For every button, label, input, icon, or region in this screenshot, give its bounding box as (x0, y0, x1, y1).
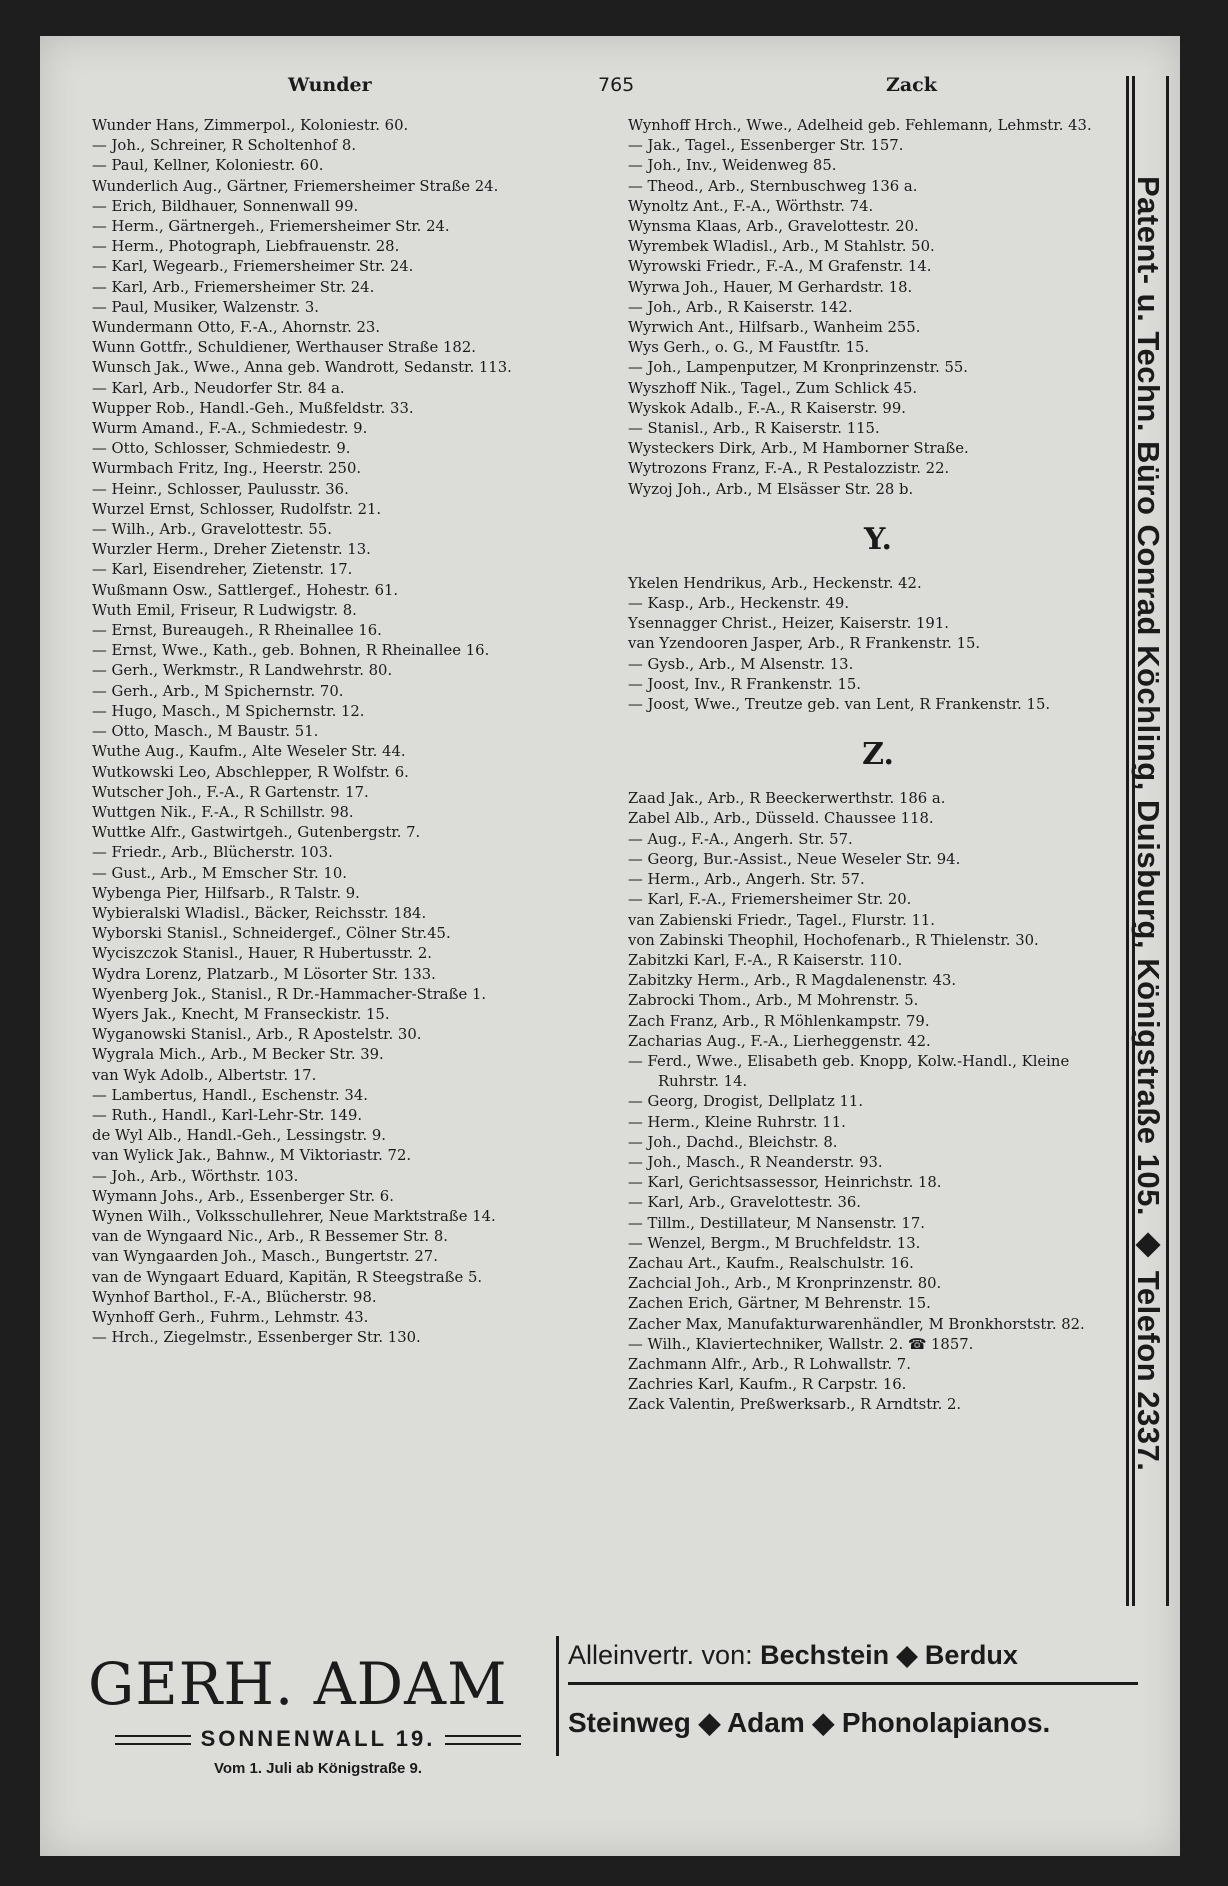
directory-entry: — Ernst, Wwe., Kath., geb. Bohnen, R Rheinallee 16. (92, 642, 490, 660)
directory-entry: Wyrwich Ant., Hilfsarb., Wanheim 255. (628, 319, 921, 337)
directory-entry: Wurzel Ernst, Schlosser, Rudolfstr. 21. (92, 500, 382, 518)
directory-entry: — Herm., Arb., Angerh. Str. 57. (628, 871, 865, 889)
directory-entry: — Karl, Arb., Friemersheimer Str. 24. (92, 278, 375, 296)
directory-entry: — Heinr., Schlosser, Paulusstr. 36. (92, 480, 349, 498)
entries-y (628, 574, 1128, 715)
directory-entry: — Ferd., Wwe., Elisabeth geb. Knopp, Kolw.-Handl., Kleine Ruhrstr. 14. (628, 1052, 1070, 1091)
directory-entry: — Wenzel, Bergm., M Bruchfeldstr. 13. (628, 1234, 921, 1252)
directory-entry: Wynhoff Gerh., Fuhrm., Lehmstr. 43. (92, 1308, 369, 1326)
directory-entry: van de Wyngaard Nic., Arb., R Bessemer Str. 8. (92, 1228, 448, 1246)
directory-entry: — Joh., Dachd., Bleichstr. 8. (628, 1133, 838, 1151)
directory-entry: Wußmann Osw., Sattlergef., Hohestr. 61. (92, 581, 399, 599)
directory-entry: — Lambertus, Handl., Eschenstr. 34. (92, 1086, 368, 1104)
directory-entry: Wunderlich Aug., Gärtner, Friemersheimer Straße 24. (92, 177, 499, 195)
directory-entry: — Gerh., Werkmstr., R Landwehrstr. 80. (92, 662, 393, 680)
directory-entry: Ykelen Hendrikus, Arb., Heckenstr. 42. (628, 574, 922, 592)
ad-line-2: Steinweg ◆ Adam ◆ Phonolapianos. (568, 1707, 1051, 1738)
directory-entry: — Gust., Arb., M Emscher Str. 10. (92, 864, 347, 882)
directory-entry: Zabel Alb., Arb., Düsseld. Chaussee 118. (628, 810, 934, 828)
directory-entry: Wurmbach Fritz, Ing., Heerstr. 250. (92, 460, 362, 478)
directory-entry: — Karl, Wegearb., Friemersheimer Str. 24. (92, 258, 414, 276)
directory-entry: Zack Valentin, Preßwerksarb., R Arndtstr. 2. (628, 1396, 962, 1414)
ad-line-1-brands: Bechstein ◆ Berdux (760, 1640, 1018, 1670)
ad-line-1-prefix: Alleinvertr. von: (568, 1640, 761, 1670)
directory-entry: Wyciszczok Stanisl., Hauer, R Hubertusstr. 2. (92, 945, 432, 963)
right-column (628, 116, 1128, 1416)
page-number: 765 (598, 74, 635, 96)
directory-entry: Zach Franz, Arb., R Möhlenkampstr. 79. (628, 1012, 930, 1030)
directory-entry: — Karl, Arb., Neudorfer Str. 84 a. (92, 379, 345, 397)
ad-address-text: SONNENWALL 19. (200, 1726, 436, 1751)
directory-entry: Wyzoj Joh., Arb., M Elsässer Str. 28 b. (628, 480, 914, 498)
directory-entry: Wyskok Adalb., F.-A., R Kaiserstr. 99. (628, 399, 906, 417)
page-header (40, 54, 1130, 94)
directory-entry: — Karl, Arb., Gravelottestr. 36. (628, 1194, 861, 1212)
ad-rule (568, 1682, 1138, 1685)
directory-entry: Wutscher Joh., F.-A., R Gartenstr. 17. (92, 783, 369, 801)
left-column (92, 116, 612, 1348)
directory-entry: Wunsch Jak., Wwe., Anna geb. Wandrott, Sedanstr. 113. (92, 359, 512, 377)
directory-entry: Wurm Amand., F.-A., Schmiedestr. 9. (92, 420, 368, 438)
directory-entry: Wynoltz Ant., F.-A., Wörthstr. 74. (628, 197, 874, 215)
directory-entry: — Paul, Musiker, Walzenstr. 3. (92, 298, 319, 316)
directory-entry: — Joost, Inv., R Frankenstr. 15. (628, 675, 861, 693)
directory-entry: Wydra Lorenz, Platzarb., M Lösorter Str. 133. (92, 965, 436, 983)
ad-moved-note: Vom 1. Juli ab Königstraße 9. (213, 1760, 423, 1777)
directory-entry: Wutkowski Leo, Abschlepper, R Wolfstr. 6. (92, 763, 409, 781)
directory-entry: Wuttgen Nik., F.-A., R Schillstr. 98. (92, 803, 354, 821)
directory-entry: — Tillm., Destillateur, M Nansenstr. 17. (628, 1214, 925, 1232)
directory-entry: Wuth Emil, Friseur, R Ludwigstr. 8. (92, 601, 357, 619)
directory-entry: — Ernst, Bureaugeh., R Rheinallee 16. (92, 622, 382, 640)
directory-entry: Wyganowski Stanisl., Arb., R Apostelstr. 30. (92, 1026, 422, 1044)
directory-entry: — Otto, Masch., M Baustr. 51. (92, 723, 319, 741)
directory-entry: Wyrembek Wladisl., Arb., M Stahlstr. 50. (628, 238, 935, 256)
header-right-keyword: Zack (886, 74, 937, 96)
directory-entry: Wyszhoff Nik., Tagel., Zum Schlick 45. (628, 379, 918, 397)
directory-entry: Wybieralski Wladisl., Bäcker, Reichsstr. 184. (92, 904, 427, 922)
directory-entry: — Karl, Eisendreher, Zietenstr. 17. (92, 561, 353, 579)
directory-entry: — Ruth., Handl., Karl-Lehr-Str. 149. (92, 1106, 363, 1124)
directory-entry: van Wyngaarden Joh., Masch., Bungertstr. 27. (92, 1248, 438, 1266)
directory-entry: — Karl, F.-A., Friemersheimer Str. 20. (628, 891, 912, 909)
directory-entry: van Wylick Jak., Bahnw., M Viktoriastr. 72. (92, 1147, 412, 1165)
entries-w (628, 116, 1128, 500)
directory-entry: Wundermann Otto, F.-A., Ahornstr. 23. (92, 319, 381, 337)
section-heading-y: Y. (864, 521, 892, 557)
directory-entry: Wunn Gottfr., Schuldiener, Werthauser Straße 182. (92, 339, 476, 357)
directory-entry: Wurzler Herm., Dreher Zietenstr. 13. (92, 541, 371, 559)
rule (1166, 76, 1169, 1606)
directory-entry: van Wyk Adolb., Albertstr. 17. (92, 1066, 317, 1084)
directory-entry: Wunder Hans, Zimmerpol., Koloniestr. 60. (92, 117, 409, 134)
directory-entry: — Herm., Gärtnergeh., Friemersheimer Str. 24. (92, 218, 450, 236)
directory-entry: van de Wyngaart Eduard, Kapitän, R Steegstraße 5. (92, 1268, 483, 1286)
directory-entry: Wyrowski Friedr., F.-A., M Grafenstr. 14. (628, 258, 932, 276)
directory-entry: Zachen Erich, Gärtner, M Behrenstr. 15. (628, 1295, 931, 1313)
directory-entry: — Paul, Kellner, Koloniestr. 60. (92, 157, 324, 175)
directory-entry: — Erich, Bildhauer, Sonnenwall 99. (92, 197, 359, 215)
ad-address (88, 1726, 548, 1752)
directory-entry: — Gerh., Arb., M Spichernstr. 70. (92, 682, 344, 700)
directory-entry: — Joh., Lampenputzer, M Kronprinzenstr. 55. (628, 359, 969, 377)
ad-brand: GERH. ADAM (88, 1650, 508, 1718)
directory-entry: van Zabienski Friedr., Tagel., Flurstr. 11. (628, 911, 936, 929)
directory-entry: Wytrozons Franz, F.-A., R Pestalozzistr. 22. (628, 460, 950, 478)
directory-entry: — Kasp., Arb., Heckenstr. 49. (628, 595, 850, 613)
directory-entry: — Friedr., Arb., Blücherstr. 103. (92, 844, 333, 862)
directory-entry: — Gysb., Arb., M Alsenstr. 13. (628, 655, 854, 673)
directory-entry: Wyenberg Jok., Stanisl., R Dr.-Hammacher-Straße 1. (92, 985, 487, 1003)
directory-entry: Ysennagger Christ., Heizer, Kaiserstr. 191. (628, 615, 949, 633)
directory-entry: — Aug., F.-A., Angerh. Str. 57. (628, 830, 853, 848)
directory-entry: Wys Gerh., o. G., M Faustſtr. 15. (628, 339, 870, 357)
directory-entry: Zabitzki Karl, F.-A., R Kaiserstr. 110. (628, 951, 903, 969)
directory-entry: Wuthe Aug., Kaufm., Alte Weseler Str. 44. (92, 743, 406, 761)
section-heading-z: Z. (862, 737, 894, 773)
directory-entry: Wynsma Klaas, Arb., Gravelottestr. 20. (628, 218, 919, 236)
directory-entry: — Hrch., Ziegelmstr., Essenberger Str. 130. (92, 1329, 421, 1347)
directory-entry: Zachries Karl, Kaufm., R Carpstr. 16. (628, 1376, 907, 1394)
directory-entry: — Jak., Tagel., Essenberger Str. 157. (628, 137, 904, 155)
bottom-advertisement (88, 1636, 1178, 1836)
directory-entry: Wynhof Barthol., F.-A., Blücherstr. 98. (92, 1288, 377, 1306)
ad-divider (556, 1636, 559, 1756)
directory-entry: — Wilh., Arb., Gravelottestr. 55. (92, 521, 332, 539)
directory-entry: Wuttke Alfr., Gastwirtgeh., Gutenbergstr. 7. (92, 824, 421, 842)
directory-page (40, 36, 1180, 1856)
directory-entry: Wyrwa Joh., Hauer, M Gerhardstr. 18. (628, 278, 913, 296)
directory-entry: Wupper Rob., Handl.-Geh., Mußfeldstr. 33. (92, 399, 414, 417)
directory-entry: — Otto, Schlosser, Schmiedestr. 9. (92, 440, 351, 458)
directory-entry: Wysteckers Dirk, Arb., M Hamborner Straße. (628, 440, 969, 458)
directory-entry: — Hugo, Masch., M Spichernstr. 12. (92, 702, 365, 720)
directory-entry: — Joh., Masch., R Neanderstr. 93. (628, 1153, 883, 1171)
directory-entry: — Wilh., Klaviertechniker, Wallstr. 2. ☎ 1857. (628, 1335, 974, 1353)
directory-entry: — Stanisl., Arb., R Kaiserstr. 115. (628, 420, 880, 438)
directory-entry: — Joost, Wwe., Treutze geb. van Lent, R Frankenstr. 15. (628, 696, 1051, 714)
directory-entry: Wyborski Stanisl., Schneidergef., Cölner Str.45. (92, 925, 451, 943)
rule (1126, 76, 1129, 1606)
directory-entry: Wygrala Mich., Arb., M Becker Str. 39. (92, 1046, 384, 1064)
entries-z (628, 789, 1128, 1415)
directory-entry: Zacher Max, Manufakturwarenhändler, M Bronkhorststr. 82. (628, 1315, 1085, 1333)
header-left-keyword: Wunder (288, 74, 372, 96)
directory-entry: — Herm., Photograph, Liebfrauenstr. 28. (92, 238, 400, 256)
directory-entry: Zachcial Joh., Arb., M Kronprinzenstr. 80. (628, 1275, 942, 1293)
directory-entry: Wynen Wilh., Volksschullehrer, Neue Marktstraße 14. (92, 1207, 496, 1225)
directory-entry: Zabitzky Herm., Arb., R Magdalenenstr. 43. (628, 972, 957, 990)
directory-entry: — Joh., Arb., Wörthstr. 103. (92, 1167, 299, 1185)
side-advertisement (1120, 76, 1180, 1606)
directory-entry: de Wyl Alb., Handl.-Geh., Lessingstr. 9. (92, 1127, 387, 1145)
directory-entry: — Georg, Bur.-Assist., Neue Weseler Str. 94. (628, 850, 961, 868)
ad-line-1 (568, 1640, 1148, 1678)
directory-entry: van Yzendooren Jasper, Arb., R Frankenstr. 15. (628, 635, 981, 653)
directory-entry: — Georg, Drogist, Dellplatz 11. (628, 1093, 864, 1111)
directory-entry: Zabrocki Thom., Arb., M Mohrenstr. 5. (628, 992, 919, 1010)
directory-entry: Wyers Jak., Knecht, M Franseckistr. 15. (92, 1005, 390, 1023)
directory-entry: Zachmann Alfr., Arb., R Lohwallstr. 7. (628, 1355, 911, 1373)
directory-entry: — Theod., Arb., Sternbuschweg 136 a. (628, 177, 918, 195)
directory-entry: Wymann Johs., Arb., Essenberger Str. 6. (92, 1187, 394, 1205)
directory-entry: Zachau Art., Kaufm., Realschulstr. 16. (628, 1254, 914, 1272)
directory-entry: — Joh., Schreiner, R Scholtenhof 8. (92, 137, 357, 155)
directory-entry: Zaad Jak., Arb., R Beeckerwerthstr. 186 a. (628, 790, 946, 808)
directory-entry: Wybenga Pier, Hilfsarb., R Talstr. 9. (92, 884, 360, 902)
directory-entry: von Zabinski Theophil, Hochofenarb., R Thielenstr. 30. (628, 931, 1039, 949)
directory-entry: Zacharias Aug., F.-A., Lierheggenstr. 42. (628, 1032, 931, 1050)
side-ad-text: Patent- u. Techn. Büro Conrad Köchling, Duisburg, Königstraße 105. ◆ Telefon 2337. (1131, 176, 1166, 1472)
directory-entry: — Herm., Kleine Ruhrstr. 11. (628, 1113, 846, 1131)
directory-entry: — Karl, Gerichtsassessor, Heinrichstr. 18. (628, 1174, 942, 1192)
directory-entry: — Joh., Inv., Weidenweg 85. (628, 157, 837, 175)
directory-entry: — Joh., Arb., R Kaiserstr. 142. (628, 298, 853, 316)
directory-entry: Wynhoff Hrch., Wwe., Adelheid geb. Fehlemann, Lehmstr. 43. (628, 117, 1092, 134)
